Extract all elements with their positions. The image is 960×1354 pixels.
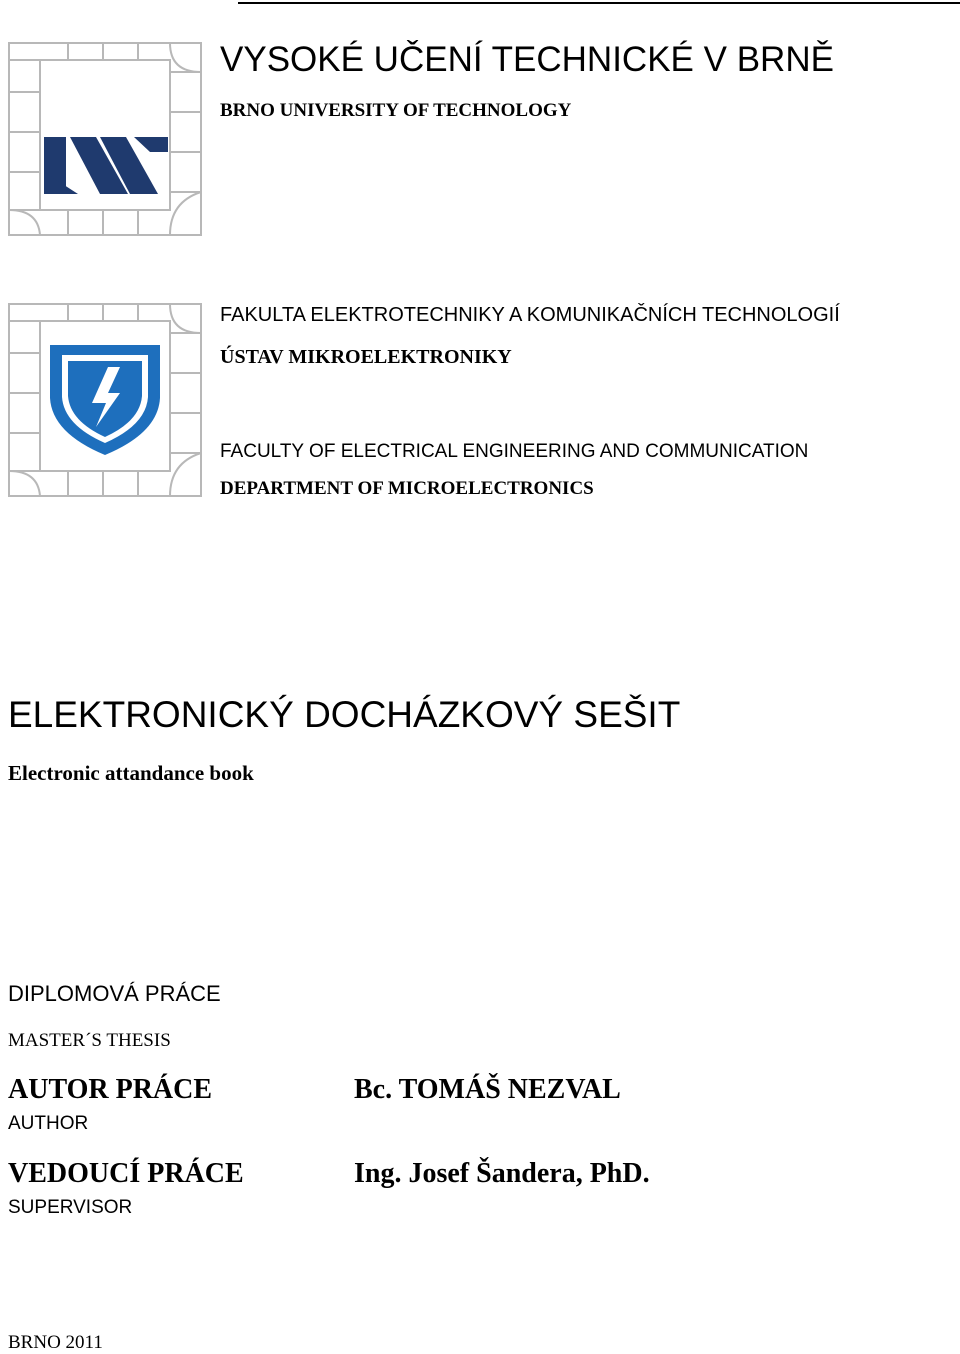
thesis-type-en: MASTER´S THESIS — [8, 1030, 171, 1051]
supervisor-label-cz: VEDOUCÍ PRÁCE — [8, 1158, 244, 1189]
vut-university-logo-icon — [8, 42, 202, 236]
supervisor-name: Ing. Josef Šandera, PhD. — [354, 1158, 650, 1189]
department-name-cz: ÚSTAV MIKROELEKTRONIKY — [220, 346, 512, 368]
thesis-title-cz: ELEKTRONICKÝ DOCHÁZKOVÝ SEŠIT — [8, 694, 681, 735]
supervisor-label-en: SUPERVISOR — [8, 1197, 133, 1218]
department-name-en: DEPARTMENT OF MICROELECTRONICS — [220, 478, 594, 499]
university-name-en: BRNO UNIVERSITY OF TECHNOLOGY — [220, 100, 572, 121]
university-name-cz: VYSOKÉ UČENÍ TECHNICKÉ V BRNĚ — [220, 40, 834, 79]
author-name: Bc. TOMÁŠ NEZVAL — [354, 1074, 621, 1105]
top-rule — [238, 2, 960, 4]
author-label-cz: AUTOR PRÁCE — [8, 1074, 213, 1105]
fekt-faculty-logo-icon — [8, 303, 202, 497]
thesis-type-cz: DIPLOMOVÁ PRÁCE — [8, 981, 221, 1006]
thesis-title-en: Electronic attandance book — [8, 761, 254, 785]
footer-place-year: BRNO 2011 — [8, 1332, 103, 1353]
faculty-name-cz: FAKULTA ELEKTROTECHNIKY A KOMUNIKAČNÍCH TECHNOLOGIÍ — [220, 304, 840, 326]
faculty-name-en: FACULTY OF ELECTRICAL ENGINEERING AND COMMUNICATION — [220, 441, 809, 462]
author-label-en: AUTHOR — [8, 1113, 89, 1134]
